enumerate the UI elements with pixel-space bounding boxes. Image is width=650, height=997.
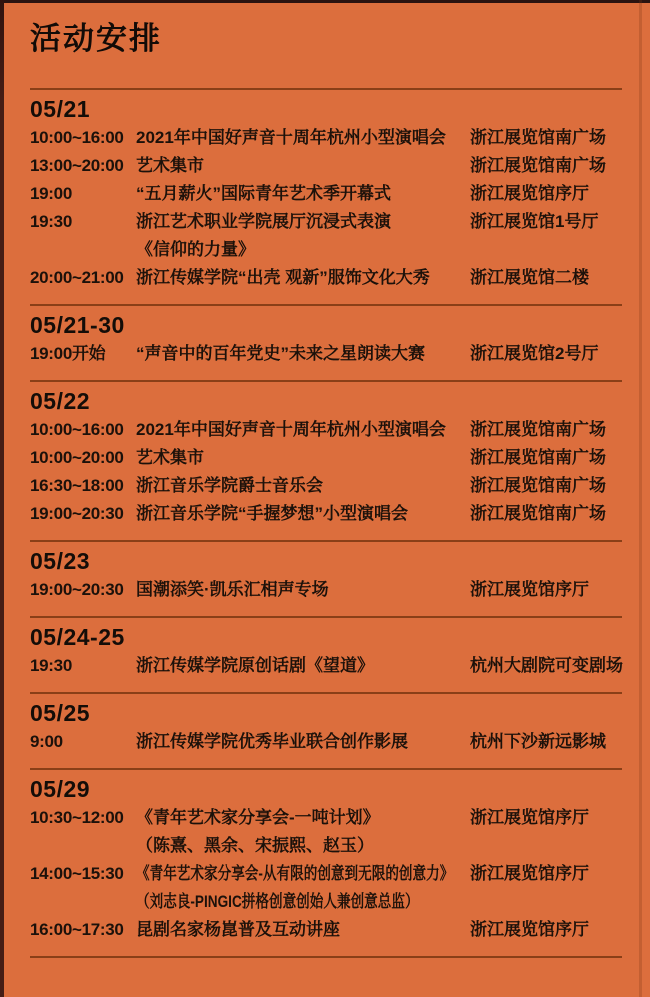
- section-date-heading: 05/29: [30, 776, 91, 802]
- event-row: [30, 264, 622, 292]
- event-venue: 浙江展览馆序厅: [470, 808, 589, 827]
- event-time: 19:00开始: [30, 344, 106, 363]
- event-row: [30, 860, 622, 916]
- section-date-heading: 05/21: [30, 96, 91, 122]
- event-venue: 浙江展览馆序厅: [470, 580, 589, 599]
- event-name-line: “声音中的百年党史”未来之星朗读大赛: [136, 344, 425, 363]
- event-name: [136, 500, 470, 528]
- section-date-heading: 05/22: [30, 388, 91, 414]
- event-venue: 杭州大剧院可变剧场: [470, 656, 623, 675]
- event-venue: 浙江展览馆1号厅: [470, 212, 599, 231]
- event-venue: 浙江展览馆南广场: [470, 504, 606, 523]
- event-row: [30, 728, 622, 756]
- event-name-line: 《青年艺术家分享会-从有限的创意到无限的创意力》: [136, 864, 454, 883]
- event-name-line2: （陈熹、黑余、宋振熙、赵玉）: [136, 836, 374, 855]
- event-name: [136, 728, 470, 756]
- event-time: 19:30: [30, 212, 72, 231]
- section-date-heading: 05/23: [30, 548, 91, 574]
- event-time: 19:30: [30, 656, 72, 675]
- event-name: [136, 416, 470, 444]
- event-row: [30, 576, 622, 604]
- event-name-line: 浙江传媒学院优秀毕业联合创作影展: [136, 732, 408, 751]
- event-row: [30, 472, 622, 500]
- event-venue: 杭州下沙新远影城: [470, 732, 606, 751]
- event-name-line2: （刘志良-PINGIC拼格创意创始人兼创意总监）: [136, 892, 419, 911]
- event-name-line: 艺术集市: [136, 448, 204, 467]
- event-time: 20:00~21:00: [30, 268, 124, 287]
- event-name: [136, 472, 470, 500]
- event-row: [30, 124, 622, 152]
- event-venue: 浙江展览馆二楼: [470, 268, 589, 287]
- schedule-section: [30, 616, 622, 692]
- event-name-line: 浙江传媒学院原创话剧《望道》: [136, 656, 374, 675]
- event-row: [30, 208, 622, 264]
- event-name: [136, 860, 470, 916]
- event-name-line: 浙江音乐学院“手握梦想”小型演唱会: [136, 504, 408, 523]
- schedule-sections: [30, 88, 622, 956]
- event-name-line: 国潮添笑·凯乐汇相声专场: [136, 580, 329, 599]
- event-venue: 浙江展览馆2号厅: [470, 344, 599, 363]
- schedule-section: [30, 540, 622, 616]
- event-venue: 浙江展览馆南广场: [470, 476, 606, 495]
- event-row: [30, 416, 622, 444]
- bottom-divider: [30, 956, 622, 958]
- event-time: 10:00~16:00: [30, 420, 124, 439]
- event-time: 10:00~20:00: [30, 448, 124, 467]
- event-venue: 浙江展览馆序厅: [470, 184, 589, 203]
- event-venue: 浙江展览馆南广场: [470, 420, 606, 439]
- event-name: [136, 208, 470, 264]
- event-venue: 浙江展览馆序厅: [470, 864, 589, 883]
- event-name: [136, 652, 470, 680]
- event-name: [136, 340, 470, 368]
- section-date-heading: 05/21-30: [30, 312, 125, 338]
- event-name: [136, 152, 470, 180]
- event-time: 16:00~17:30: [30, 920, 124, 939]
- event-time: 10:00~16:00: [30, 128, 124, 147]
- event-name-line: “五月薪火”国际青年艺术季开幕式: [136, 184, 391, 203]
- section-date-heading: 05/24-25: [30, 624, 125, 650]
- event-venue: 浙江展览馆南广场: [470, 128, 606, 147]
- event-name: [136, 804, 470, 860]
- schedule-section: [30, 304, 622, 380]
- event-time: 14:00~15:30: [30, 864, 124, 883]
- event-name: [136, 576, 470, 604]
- event-name: [136, 444, 470, 472]
- event-name-line: 浙江传媒学院“出壳 观新”服饰文化大秀: [136, 268, 430, 287]
- event-row: [30, 500, 622, 528]
- event-time: 10:30~12:00: [30, 808, 124, 827]
- event-row: [30, 804, 622, 860]
- event-name-line: 2021年中国好声音十周年杭州小型演唱会: [136, 128, 446, 147]
- event-name-line2: 《信仰的力量》: [136, 240, 255, 259]
- event-venue: 浙江展览馆南广场: [470, 448, 606, 467]
- schedule-section: [30, 692, 622, 768]
- event-name: [136, 180, 470, 208]
- schedule-section: [30, 88, 622, 304]
- event-name-line: 昆剧名家杨崑普及互动讲座: [136, 920, 340, 939]
- event-name: [136, 124, 470, 152]
- event-row: [30, 652, 622, 680]
- event-time: 19:00~20:30: [30, 504, 124, 523]
- event-time: 13:00~20:00: [30, 156, 124, 175]
- event-name-line: 浙江音乐学院爵士音乐会: [136, 476, 323, 495]
- event-name-line: 艺术集市: [136, 156, 204, 175]
- event-name-line: 《青年艺术家分享会-一吨计划》: [136, 808, 380, 827]
- event-row: [30, 916, 622, 944]
- event-row: [30, 340, 622, 368]
- event-time: 16:30~18:00: [30, 476, 124, 495]
- event-name-line: 2021年中国好声音十周年杭州小型演唱会: [136, 420, 446, 439]
- page-title: 活动安排: [30, 21, 162, 56]
- event-name-line: 浙江艺术职业学院展厅沉浸式表演: [136, 212, 391, 231]
- event-venue: 浙江展览馆序厅: [470, 920, 589, 939]
- event-venue: 浙江展览馆南广场: [470, 156, 606, 175]
- event-name: [136, 264, 470, 292]
- event-row: [30, 152, 622, 180]
- event-name: [136, 916, 470, 944]
- event-time: 19:00~20:30: [30, 580, 124, 599]
- event-time: 9:00: [30, 732, 63, 751]
- event-time: 19:00: [30, 184, 72, 203]
- event-row: [30, 180, 622, 208]
- section-date-heading: 05/25: [30, 700, 91, 726]
- event-row: [30, 444, 622, 472]
- schedule-section: [30, 380, 622, 540]
- schedule-section: [30, 768, 622, 956]
